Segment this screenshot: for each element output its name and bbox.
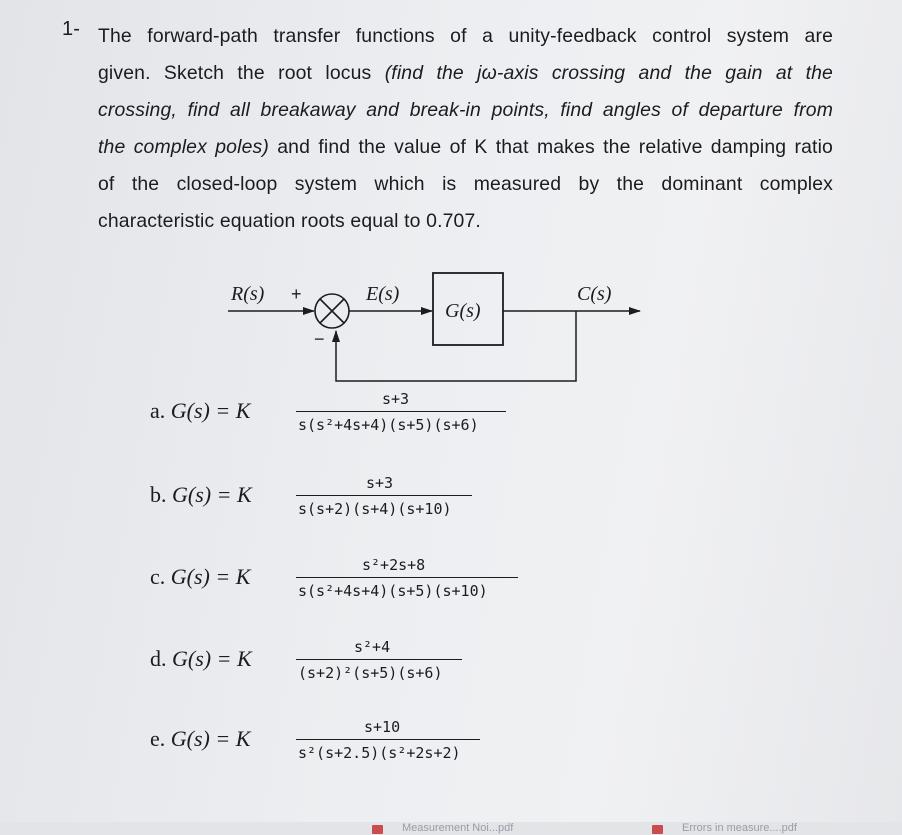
problem-text: given. Sketch the root locus: [98, 62, 385, 84]
pdf-file-icon: [652, 825, 663, 834]
transfer-function-d: [0, 640, 902, 710]
input-label: R(s): [231, 283, 265, 305]
problem-text: characteristic equation roots equal to 0.707.: [98, 210, 481, 232]
transfer-function-e: [0, 720, 902, 790]
equation-numerator: s+10: [364, 718, 401, 736]
minus-sign: −: [314, 329, 325, 349]
equation-letter: d.: [150, 646, 167, 671]
problem-text-italic: crossing, find all breakaway and break-in points, find angles of departure from: [98, 99, 833, 121]
equation-numerator: s+3: [366, 474, 394, 492]
equation-gain: G(s) = K: [170, 398, 251, 423]
equation-numerator: s²+2s+8: [362, 556, 426, 574]
equation-letter: a.: [150, 398, 166, 423]
fraction-bar: [296, 577, 518, 578]
equation-denominator: (s+2)²(s+5)(s+6): [298, 664, 443, 682]
equation-lhs: [150, 398, 250, 424]
equation-gain: G(s) = K: [172, 646, 252, 671]
equation-gain: G(s) = K: [172, 482, 252, 507]
problem-text-italic: (find the jω-axis crossing and the gain at the: [384, 62, 833, 84]
fraction-bar: [296, 739, 480, 740]
problem-text: and find the value of K that makes the relative damping ratio: [268, 136, 833, 158]
fraction-bar: [296, 659, 462, 660]
block-diagram: [0, 0, 902, 400]
equation-denominator: s(s+2)(s+4)(s+10): [298, 500, 452, 518]
problem-text: of the closed-loop system which is measured by the dominant complex: [98, 173, 833, 195]
equation-gain: G(s) = K: [170, 564, 251, 589]
pdf-file-icon: [372, 825, 383, 834]
download-item-2[interactable]: Errors in measure....pdf: [682, 822, 797, 834]
equation-numerator: s²+4: [354, 638, 391, 656]
equation-denominator: s(s²+4s+4)(s+5)(s+10): [298, 582, 488, 600]
output-label: C(s): [577, 283, 612, 305]
equation-gain: G(s) = K: [170, 726, 251, 751]
equation-lhs: [150, 564, 250, 590]
equation-denominator: s²(s+2.5)(s²+2s+2): [298, 744, 461, 762]
equation-lhs: [150, 482, 252, 508]
equation-letter: c.: [150, 564, 166, 589]
problem-text-italic: the complex poles): [98, 136, 269, 158]
fraction-bar: [296, 495, 472, 496]
equation-lhs: [150, 726, 250, 752]
problem-number: 1-: [62, 18, 80, 40]
transfer-function-b: [0, 476, 902, 546]
block-label: G(s): [445, 300, 481, 322]
equation-lhs: [150, 646, 252, 672]
equation-denominator: s(s²+4s+4)(s+5)(s+6): [298, 416, 479, 434]
plus-sign: +: [291, 284, 302, 304]
equation-numerator: s+3: [382, 390, 410, 408]
transfer-function-c: [0, 558, 902, 628]
summing-junction: [315, 294, 349, 328]
fraction-bar: [296, 411, 506, 412]
transfer-function-a: [0, 392, 902, 462]
equation-letter: b.: [150, 482, 167, 507]
error-label: E(s): [366, 283, 400, 305]
problem-text: The forward-path transfer functions of a unity-feedback control system are: [98, 25, 833, 47]
download-item-1[interactable]: Measurement Noi...pdf: [402, 822, 514, 834]
download-bar: [0, 822, 902, 835]
equation-letter: e.: [150, 726, 166, 751]
